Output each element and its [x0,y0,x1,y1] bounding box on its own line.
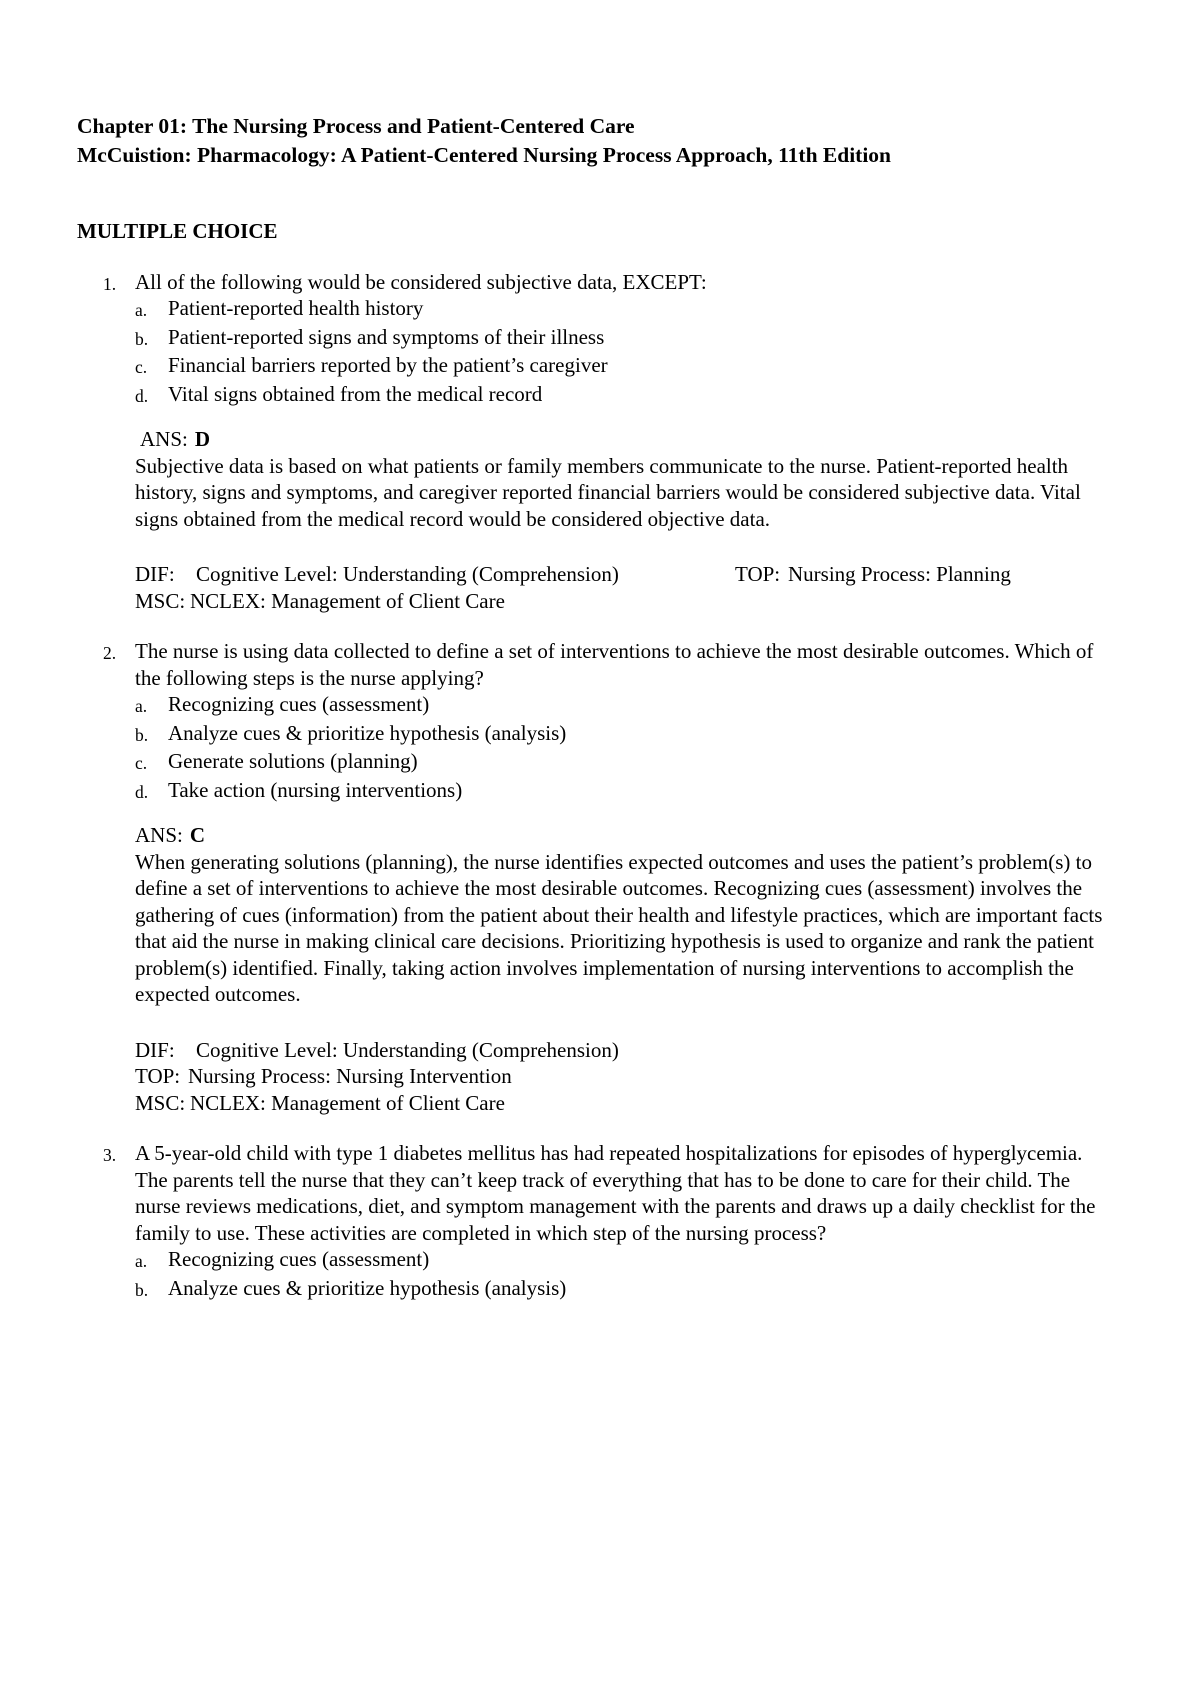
dif-value: Cognitive Level: Understanding (Comprehension) [196,1037,619,1062]
msc-value: NCLEX: Management of Client Care [190,588,505,613]
option-row [135,352,1115,381]
option-row [135,1246,1115,1275]
question-number: 2. [103,643,117,663]
dif-value: Cognitive Level: Understanding (Comprehension) [196,562,619,586]
meta-row [135,561,1115,588]
meta-row [135,1063,1115,1090]
book-title: McCuistion: Pharmacology: A Patient-Centered Nursing Process Approach, 11th Edition [77,143,892,167]
option-row [135,720,1115,749]
option-text: Analyze cues & prioritize hypothesis (analysis) [168,720,567,745]
section-heading: MULTIPLE CHOICE [77,219,278,243]
msc-pair [135,588,505,615]
answer-line [135,822,1115,849]
option-text: Financial barriers reported by the patient’s caregiver [168,353,608,377]
answer-value: D [194,427,211,451]
top-value: Nursing Process: Planning [788,562,1011,586]
question-stem: A 5-year-old child with type 1 diabetes mellitus has had repeated hospitalizations for episodes of hyperglycemia. The parents tell the nurse that they can’t keep track of everything that has to be done to care for their child. The nurse reviews medications, diet, and symptom management with the parents and draws up a daily checklist for the family to use. These activities are completed in which step of the nursing process? [135,1141,1096,1245]
rationale-text: When generating solutions (planning), the nurse identifies expected outcomes and uses the patient’s problem(s) to define a set of interventions to achieve the most desirable outcomes. Recognizing cues (assessment) involves the gathering of cues (information) from the patient about their health and lifestyle practices, which are important facts that aid the nurse in making clinical care decisions. Prioritizing hypothesis is used to organize and rank the patient problem(s) identified. Finally, taking action involves implementation of nursing interventions to accomplish the expected outcomes. [135,849,1103,1006]
option-row [135,1275,1115,1304]
question-number: 1. [103,273,117,294]
option-text: Generate solutions (planning) [168,749,418,773]
answer-value: C [189,823,206,847]
options-list [135,691,1115,805]
meta-row [135,588,1115,615]
msc-value: NCLEX: Management of Client Care [190,1090,505,1115]
top-label: TOP: [135,1064,181,1088]
option-row [135,295,1115,324]
option-letter: c. [135,753,148,773]
question-stem: All of the following would be considered subjective data, EXCEPT: [135,269,707,294]
option-letter: b. [135,724,149,745]
dif-label: DIF: [135,1037,175,1062]
answer-line [135,426,1115,453]
dif-pair [135,1037,619,1064]
msc-label: MSC: [135,1090,186,1115]
top-value: Nursing Process: Nursing Intervention [188,1064,512,1088]
dif-label: DIF: [135,562,175,586]
meta-block [135,561,1115,614]
chapter-title: Chapter 01: The Nursing Process and Patient-Centered Care [77,114,635,138]
option-letter: c. [135,357,148,377]
meta-block [135,1037,1115,1117]
option-row [135,777,1115,806]
top-pair [735,561,1011,588]
options-list [135,295,1115,409]
answer-block [135,426,1115,532]
answer-block [135,822,1115,1008]
option-text: Take action (nursing interventions) [168,777,463,802]
question-stem: The nurse is using data collected to define a set of interventions to achieve the most desirable outcomes. Which of the following steps is the nurse applying? [135,639,1094,690]
option-letter: b. [135,1279,149,1300]
options-list [135,1246,1115,1303]
option-row [135,324,1115,353]
option-text: Analyze cues & prioritize hypothesis (analysis) [168,1275,567,1300]
top-label: TOP: [735,562,781,586]
answer-label: ANS: [135,823,183,847]
meta-row [135,1090,1115,1117]
option-letter: b. [135,328,149,349]
top-pair [135,1063,512,1090]
question-2 [77,638,1115,1116]
option-row [135,748,1115,777]
msc-label: MSC: [135,588,186,613]
rationale-text: Subjective data is based on what patients or family members communicate to the nurse. Patient-reported health history, signs and symptoms, and caregiver reported financial barriers would be considered subjective data. Vital signs obtained from the medical record would be considered objective data. [135,453,1081,531]
question-number: 3. [103,1145,117,1165]
option-letter: a. [135,696,148,716]
option-row [135,381,1115,410]
option-text: Patient-reported signs and symptoms of their illness [168,324,605,349]
msc-pair [135,1090,505,1117]
option-letter: a. [135,1251,148,1271]
question-1 [77,269,1115,615]
option-row [135,691,1115,720]
meta-row [135,1037,1115,1064]
option-letter: d. [135,385,149,406]
question-3 [77,1140,1115,1303]
option-text: Recognizing cues (assessment) [168,1247,430,1271]
option-text: Patient-reported health history [168,296,424,320]
document-header [77,112,1115,170]
answer-label: ANS: [140,427,188,451]
dif-pair [135,561,735,588]
option-letter: a. [135,300,148,320]
option-text: Recognizing cues (assessment) [168,692,430,716]
option-text: Vital signs obtained from the medical record [168,381,543,406]
option-letter: d. [135,781,149,802]
